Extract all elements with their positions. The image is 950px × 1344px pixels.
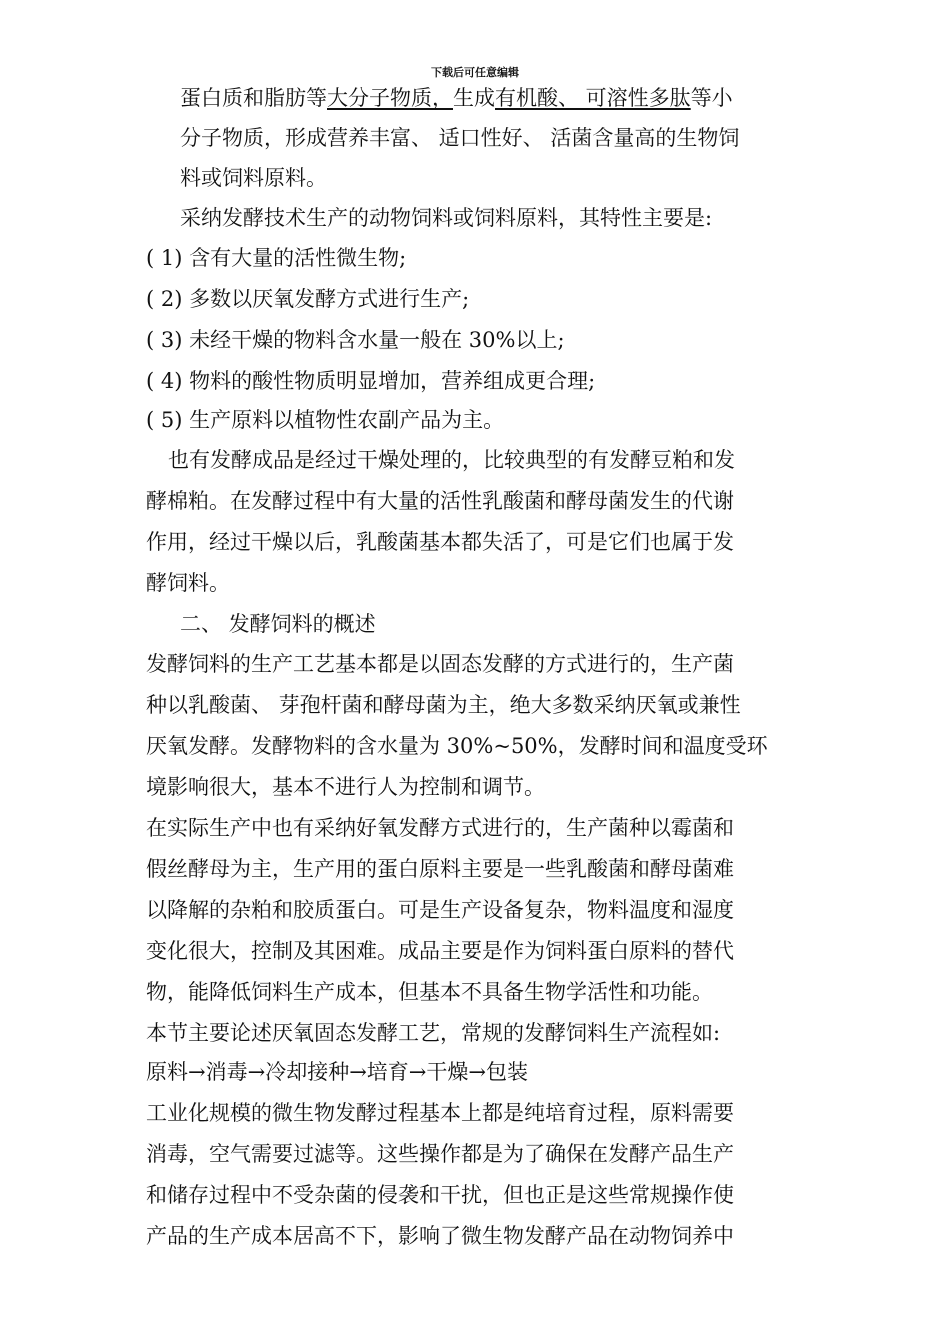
para1-underlined-macromolecules: 大分子物质， — [327, 86, 453, 110]
para1-underlined-organic-acids: 有机酸、 可溶性多肽 — [495, 86, 691, 110]
para5-line2: 假丝酵母为主，生产用的蛋白原料主要是一些乳酸菌和酵母菌难 — [146, 857, 734, 881]
process-flow: 原料→消毒→冷却接种→培育→干燥→包装 — [146, 1060, 528, 1084]
para3-line3: 作用，经过干燥以后，乳酸菌基本都失活了，可是它们也属于发 — [146, 530, 734, 554]
para2-intro: 采纳发酵技术生产的动物饲料或饲料原料，其特性主要是: — [180, 206, 713, 230]
list-item-3: ( 3) 未经干燥的物料含水量一般在 30%以上; — [146, 328, 565, 352]
list-item-4: ( 4) 物料的酸性物质明显增加，营养组成更合理; — [146, 369, 596, 393]
list-item-5: ( 5) 生产原料以植物性农副产品为主。 — [146, 408, 505, 432]
para1-text-c: 生成 — [453, 86, 495, 110]
para5-line5: 物，能降低饲料生产成本，但基本不具备生物学活性和功能。 — [146, 980, 713, 1004]
para1-text-e: 等小 — [690, 86, 733, 110]
para1-line2: 分子物质，形成营养丰富、 适口性好、 活菌含量高的生物饲 — [180, 126, 740, 150]
para3-line2: 酵棉粕。在发酵过程中有大量的活性乳酸菌和酵母菌发生的代谢 — [146, 489, 734, 513]
list-item-2: ( 2) 多数以厌氧发酵方式进行生产; — [146, 287, 470, 311]
para5-line4: 变化很大，控制及其困难。成品主要是作为饲料蛋白原料的替代 — [146, 939, 734, 963]
page-header: 下载后可任意编辑 — [431, 66, 519, 79]
para4-line4: 境影响很大，基本不进行人为控制和调节。 — [146, 775, 545, 799]
para4-line2: 种以乳酸菌、 芽孢杆菌和酵母菌为主，绝大多数采纳厌氧或兼性 — [146, 693, 741, 717]
para7-line3: 和储存过程中不受杂菌的侵袭和干扰，但也正是这些常规操作使 — [146, 1183, 734, 1207]
para1-line3: 料或饲料原料。 — [180, 166, 327, 190]
section-heading: 二、 发酵饲料的概述 — [180, 612, 376, 636]
para4-line1: 发酵饲料的生产工艺基本都是以固态发酵的方式进行的，生产菌 — [146, 652, 734, 676]
para7-line1: 工业化规模的微生物发酵过程基本上都是纯培育过程，原料需要 — [146, 1101, 734, 1125]
para3-line4: 酵饲料。 — [146, 571, 230, 595]
para7-line4: 产品的生产成本居高不下，影响了微生物发酵产品在动物饲养中 — [146, 1224, 734, 1248]
para7-line2: 消毒，空气需要过滤等。这些操作都是为了确保在发酵产品生产 — [146, 1142, 734, 1166]
para1-line1 — [180, 84, 733, 112]
list-item-1: ( 1) 含有大量的活性微生物; — [146, 246, 407, 270]
para3-line1: 也有发酵成品是经过干燥处理的，比较典型的有发酵豆粕和发 — [168, 448, 735, 472]
para5-line3: 以降解的杂粕和胶质蛋白。可是生产设备复杂，物料温度和湿度 — [146, 898, 734, 922]
para4-line3: 厌氧发酵。发酵物料的含水量为 30%~50%，发酵时间和温度受环 — [146, 734, 768, 758]
para1-text-a: 蛋白质和脂肪等 — [180, 86, 327, 110]
para6-intro: 本节主要论述厌氧固态发酵工艺，常规的发酵饲料生产流程如: — [146, 1021, 721, 1045]
para5-line1: 在实际生产中也有采纳好氧发酵方式进行的，生产菌种以霉菌和 — [146, 816, 734, 840]
